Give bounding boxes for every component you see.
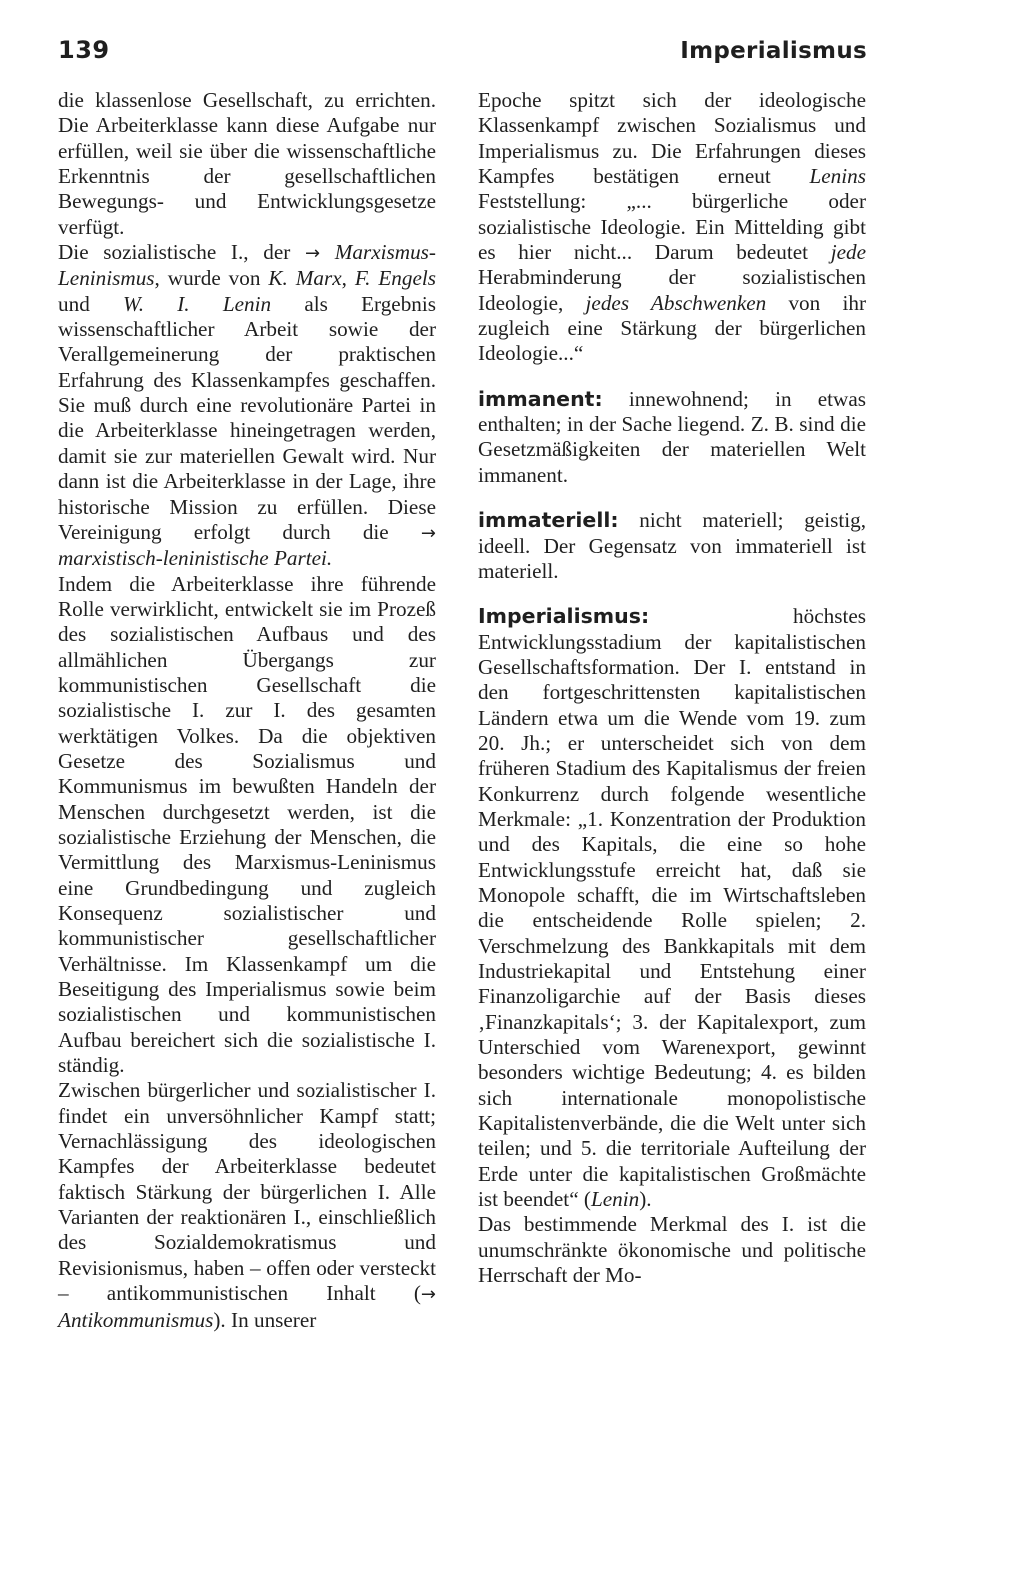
paragraph-text: Die sozialistische I., der — [58, 240, 305, 265]
dictionary-entry-immateriell — [478, 508, 866, 584]
cross-reference-link[interactable]: marxistisch-leninistische Partei. — [58, 546, 333, 571]
paragraph — [58, 88, 436, 240]
entry-definition: höchstes Entwicklungsstadium der kapitalistischen Gesellschaftsformation. Der I. entstand in den fortgeschrittensten kapitalistischen Ländern etwa um die Wende vom 19. zum 20. Jh.; er unterscheidet sich von dem früheren Stadium des Kapitalismus der freien Konkurrenz durch folgende wesentliche Merkmale: „1. Konzentration der Produktion und des Kapitals, die eine so hohe Entwicklungsstufe erreicht hat, daß sie Monopole schafft, die im Wirtschaftsleben die entscheidende Rolle spielen; 2. Verschmelzung des Bankkapitals mit dem Industriekapital und Entstehung einer Finanzoligarchie auf der Basis dieses ‚Finanzkapitals‘; 3. der Kapitalexport, zum Unterschied vom Warenexport, gewinnt besonders wichtige Bedeutung; 4. es bilden sich internationale monopolistische Kapitalistenverbände, die die Welt unter sich teilen; und 5. die territoriale Aufteilung der Erde unter die kapitalistischen Großmächte ist beendet“ ( — [478, 604, 866, 1212]
author-name: W. I. Lenin — [123, 291, 272, 316]
author-name: F. Engels — [354, 266, 436, 291]
paragraph-text: Indem die Arbeiterklasse ihre führende Rolle verwirklicht, entwickelt sie im Prozeß des sozialistischen Aufbaus und des allmählichen Übergangs zur kommunistischen Gesellschaft die sozialistische I. zur I. des gesamten werktätigen Volkes. Da die objektiven Gesetze des Sozialismus und Kommunismus im bewußten Handeln der Menschen durchgesetzt werden, ist die sozialistische Erziehung der Menschen, die Vermittlung des Marxismus-Leninismus eine Grundbedingung und zugleich Konsequenz sozialistischer und kommunistischer gesellschaftlicher Verhältnisse. Im Klassenkampf um die Beseitigung des Imperialismus sowie beim sozialistischen und kommunistischen Aufbau bereichert sich die sozialistische I. ständig. — [58, 571, 436, 1078]
paragraph-text: Zwischen bürgerlicher und sozialistischer I. findet ein unversöhnlicher Kampf statt; Vernachlässigung des ideologischen Kampfes der Arbeiterklasse bedeutet faktisch Stärkung der bürgerlichen I. Alle Varianten der reaktionären I., einschließlich des Sozialdemokratismus und Revisionismus, haben – offen oder versteckt – antikommunistischen Inhalt ( — [58, 1078, 436, 1306]
paragraph — [478, 88, 866, 367]
cross-reference-link[interactable]: Antikommunismus — [58, 1307, 214, 1332]
cross-reference-arrow-icon: → — [304, 243, 321, 265]
paragraph — [478, 1212, 866, 1288]
running-head: Imperialismus — [680, 38, 867, 64]
author-name: K. Marx — [268, 266, 342, 291]
paragraph — [58, 240, 436, 571]
entry-term: immateriell: — [478, 508, 619, 533]
emphasis: jedes Abschwenken — [585, 290, 767, 315]
page-header — [0, 36, 1024, 76]
author-name: Lenins — [809, 164, 866, 189]
paragraph-text: Feststellung: „... bürgerliche oder sozialistische Ideologie. Ein Mittelding gibt es hier nicht... Darum bedeutet — [478, 189, 866, 265]
paragraph-text: und — [58, 291, 124, 316]
entry-term: Imperialismus: — [478, 604, 650, 629]
entry-definition: innewohnend; in etwas enthalten; in der Sache liegend. Z. B. sind die Gesetzmäßigkeiten der materiellen Welt immanent. — [478, 386, 866, 487]
emphasis: jede — [830, 240, 866, 265]
cross-reference-arrow-icon: → — [420, 522, 436, 544]
entry-definition: ). — [639, 1187, 652, 1212]
dictionary-entry-immanent — [478, 387, 866, 488]
paragraph-text: von ihr zugleich eine Stärkung der bürgerlichen Ideologie...“ — [478, 290, 866, 366]
cross-reference-link[interactable]: Marxismus-Leninismus — [58, 240, 436, 291]
paragraph-text: Das bestimmende Merkmal des I. ist die unumschränkte ökonomische und politische Herrschaft der Mo- — [478, 1212, 866, 1288]
paragraph — [58, 1078, 436, 1332]
paragraph — [58, 572, 436, 1079]
entry-term: immanent: — [478, 386, 603, 411]
paragraph-text: , wurde von — [154, 266, 269, 291]
paragraph-text: als Ergebnis wissenschaftlicher Arbeit sowie der Verallgemeinerung der praktischen Erfahrung des Klassenkampfes geschaffen. Sie muß durch eine revolutionäre Partei in die Arbeiterklasse hineingetragen werden, damit sie zur materiellen Gewalt wird. Nur dann ist die Arbeiterklasse in der Lage, ihre historische Mission zu erfüllen. Diese Vereinigung erfolgt durch die — [58, 291, 437, 544]
paragraph-text: Epoche spitzt sich der ideologische Klassenkampf zwischen Sozialismus und Imperialismus zu. Die Erfahrungen dieses Kampfes bestätigen erneut — [478, 88, 866, 189]
author-name: Lenin — [590, 1187, 640, 1212]
cross-reference-arrow-icon: → — [420, 1284, 436, 1306]
left-column — [58, 88, 436, 1333]
page-number: 139 — [58, 36, 110, 64]
entry-definition: nicht materiell; geistig, ideell. Der Gegensatz von immateriell ist materiell. — [478, 508, 866, 583]
paragraph-text: , — [341, 266, 355, 291]
paragraph-text: Herabminderung der sozialistischen Ideologie, — [478, 265, 866, 315]
right-column — [478, 88, 866, 1288]
dictionary-entry-imperialismus — [478, 604, 866, 1212]
paragraph-text: die klassenlose Gesellschaft, zu errichten. Die Arbeiterklasse kann diese Aufgabe nur erfüllen, weil sie über die wissenschaftliche Erkenntnis der gesellschaftlichen Bewegungs- und Entwicklungsgesetze verfügt. — [58, 88, 436, 239]
paragraph-text: ). In unserer — [213, 1307, 317, 1332]
